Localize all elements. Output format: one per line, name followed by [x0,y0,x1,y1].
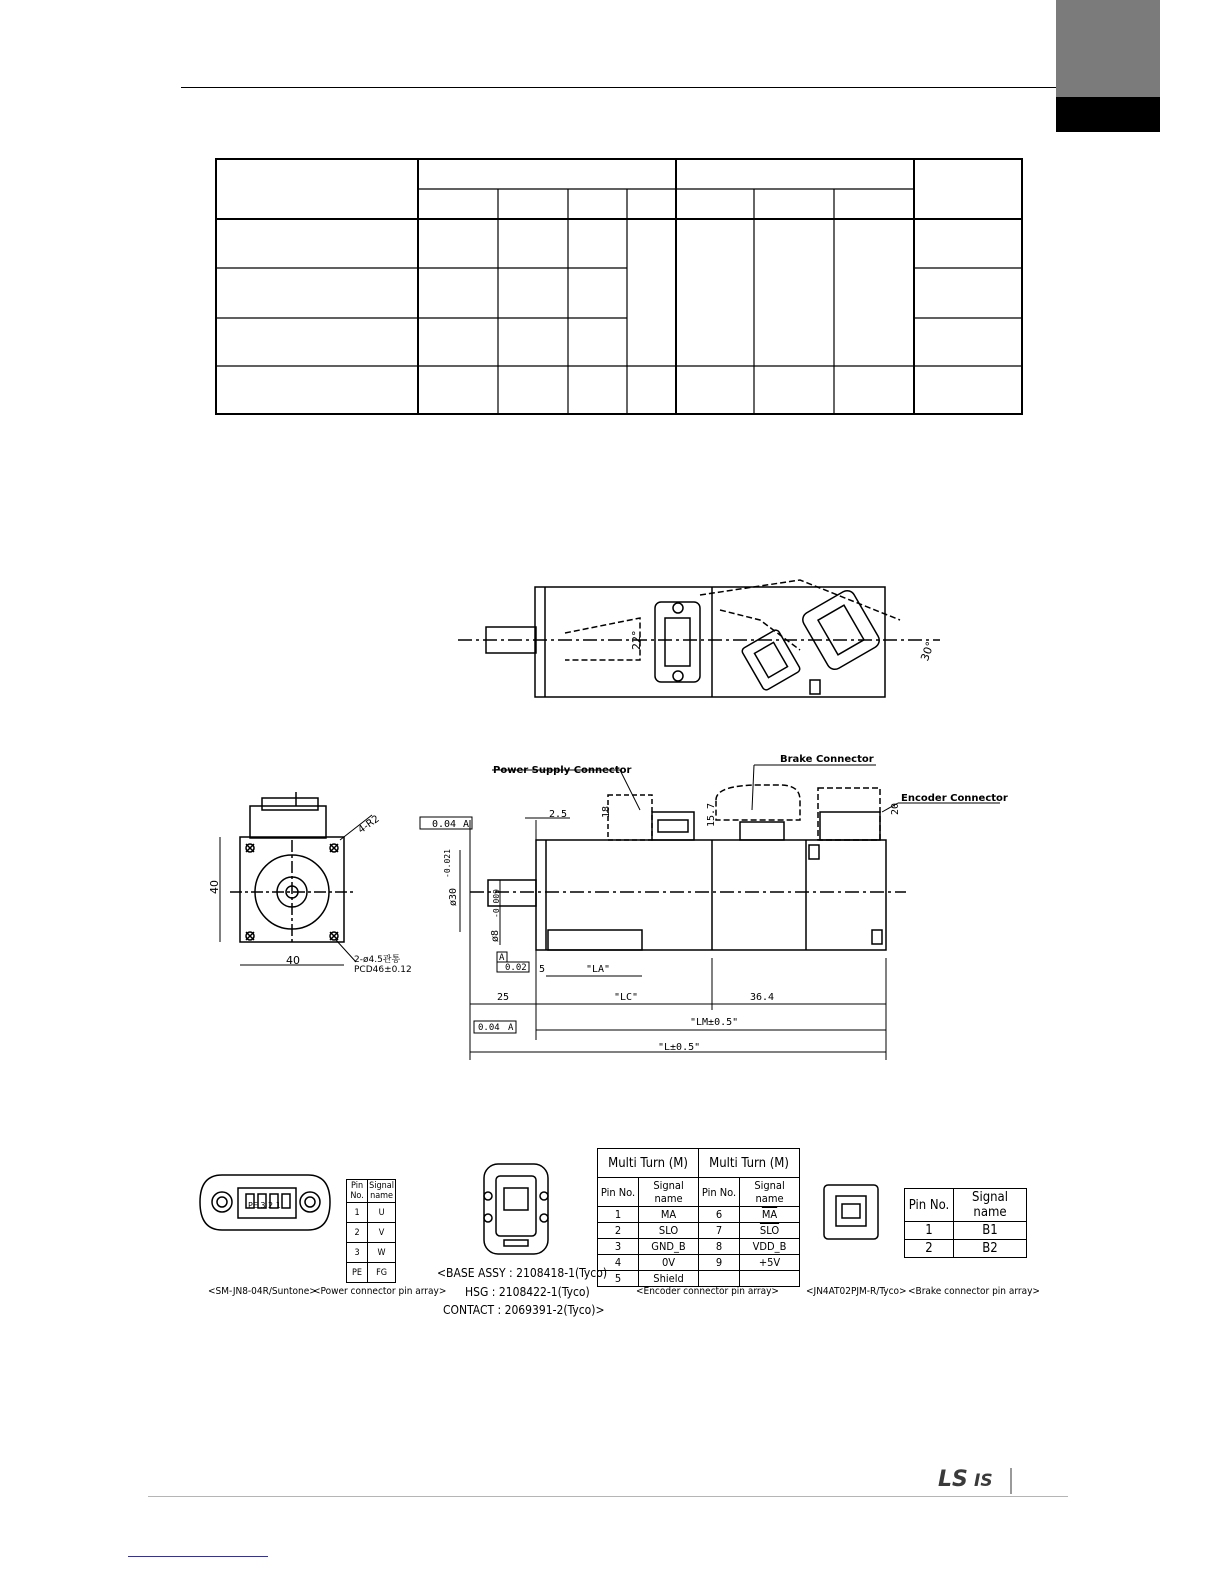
shaft-length: 25 [497,992,510,1003]
logo-suffix: IS [974,1471,993,1491]
brake-signal-name-header: Signal name [954,1189,1027,1222]
mounting-holes-label: 2-ø4.5관통 [354,955,401,965]
encoder-signal-name-header: Signal name [639,1178,699,1207]
motor-dimension-drawing [0,740,1224,1070]
pcd-label: PCD46±0.12 [354,965,412,975]
angle-label-2: 30° [918,639,938,663]
power-pin-table [346,1179,396,1283]
brake-signal-name: B2 [954,1240,1027,1258]
encoder-signal-name: SLO [639,1223,699,1239]
width-dimension: 40 [208,880,221,894]
corner-radius-label: 4-R2 [356,813,382,836]
encoder-connector-height: 20 [890,802,901,815]
encoder-signal-name: $\overline{MA}$ [740,1207,800,1223]
lc-dimension: "LC" [614,992,639,1003]
encoder-signal-name: Shield [639,1271,699,1287]
power-signal-name-header: Signal name [369,1181,394,1201]
encoder-group-header: Multi Turn (M) [598,1149,699,1178]
footer-link-underline [128,1556,268,1557]
brake-pin-no: 1 [905,1222,954,1240]
encoder-signal-name: +5V [740,1255,800,1271]
perpendicularity-tolerance: 0.04 [478,1023,500,1033]
encoder-pin-no: 2 [598,1223,639,1239]
power-pin-1-label: PE 3 2 1 [248,1201,281,1210]
encoder-connector-label: Encoder Connector [901,793,1008,804]
encoder-group-header: Multi Turn (M) [699,1149,800,1178]
shaft-diameter-tolerance: -0.009 [492,889,501,918]
brake-connector-height: 15.7 [706,802,717,827]
power-pin-no: 2 [347,1223,368,1243]
perpendicularity-datum: A [508,1023,514,1033]
encoder-housing-caption: HSG : 2108422-1(Tyco) [465,1285,590,1299]
footer-rule [148,1496,1068,1497]
encoder-pin-no [699,1271,740,1287]
flange-diameter: ø30 [448,887,459,906]
logo-text: LS [938,1467,968,1492]
brake-pin-no-header: Pin No. [905,1189,954,1222]
encoder-contact-caption: CONTACT : 2069391-2(Tyco)> [443,1303,605,1317]
ls-is-logo [938,1462,1006,1492]
runout-datum: A [463,819,470,830]
power-part-caption: <SM-JN8-04R/Suntone> [208,1286,317,1297]
encoder-array-caption: <Encoder connector pin array> [636,1286,779,1297]
encoder-signal-name: VDD_B [740,1239,800,1255]
encoder-pin-no: 9 [699,1255,740,1271]
encoder-pin-no: 1 [598,1207,639,1223]
brake-pin-table [904,1188,1027,1258]
power-pin-no: PE [347,1263,368,1283]
l-dimension: "L±0.5" [658,1042,701,1053]
brake-connector-outline [824,1185,878,1239]
encoder-signal-name: 0V [639,1255,699,1271]
power-pin-no: 1 [347,1203,368,1223]
shaft-tolerance: 0.02 [505,963,527,973]
footer-separator [1010,1468,1012,1494]
encoder-signal-name: MA [639,1207,699,1223]
brake-array-caption: <Brake connector pin array> [908,1286,1040,1297]
shaft-diameter: ø8 [490,929,501,942]
power-supply-connector-label: Power Supply Connector [493,765,632,776]
encoder-pin-table [597,1148,800,1287]
front-view [220,792,372,965]
encoder-pin-no: 5 [598,1271,639,1287]
encoder-signal-name-header: Signal name [740,1178,800,1207]
encoder-signal-name: $\overline{SLO}$ [740,1223,800,1239]
encoder-signal-name: GND_B [639,1239,699,1255]
height-dimension: 40 [286,954,300,967]
encoder-pin-no: 6 [699,1207,740,1223]
encoder-pin-no: 4 [598,1255,639,1271]
flange-offset: 2.5 [549,809,568,820]
datum-label: A [499,953,505,963]
brake-signal-name: B1 [954,1222,1027,1240]
power-signal-name: FG [368,1263,396,1283]
encoder-pin-no: 7 [699,1223,740,1239]
brake-part-caption: <JN4AT02PJM-R/Tyco> [806,1286,907,1297]
angle-label-1: 22° [630,630,643,650]
brake-pin-no: 2 [905,1240,954,1258]
brake-connector-label: Brake Connector [780,754,874,765]
encoder-pin-no-header: Pin No. [598,1178,639,1207]
power-connector-height: 18 [601,805,612,818]
power-signal-name: U [368,1203,396,1223]
encoder-signal-name [740,1271,800,1287]
power-array-caption: <Power connector pin array> [313,1286,447,1297]
la-dimension: "LA" [586,964,611,975]
shaft-shoulder-dimension: 5 [539,964,546,975]
lm-dimension: "LM±0.5" [690,1017,739,1028]
encoder-pin-no-header: Pin No. [699,1178,740,1207]
power-pin-no: 3 [347,1243,368,1263]
encoder-part-caption: <BASE ASSY : 2108418-1(Tyco) [437,1266,608,1280]
encoder-pin-no: 8 [699,1239,740,1255]
flange-diameter-tolerance: -0.021 [443,849,452,878]
runout-tolerance: 0.04 [432,819,457,830]
brake-length: 36.4 [750,992,775,1003]
power-signal-name: W [368,1243,396,1263]
power-pin-no-header: Pin No. [347,1180,368,1203]
encoder-pin-no: 3 [598,1239,639,1255]
power-signal-name: V [368,1223,396,1243]
motor-top-view [0,0,1224,720]
